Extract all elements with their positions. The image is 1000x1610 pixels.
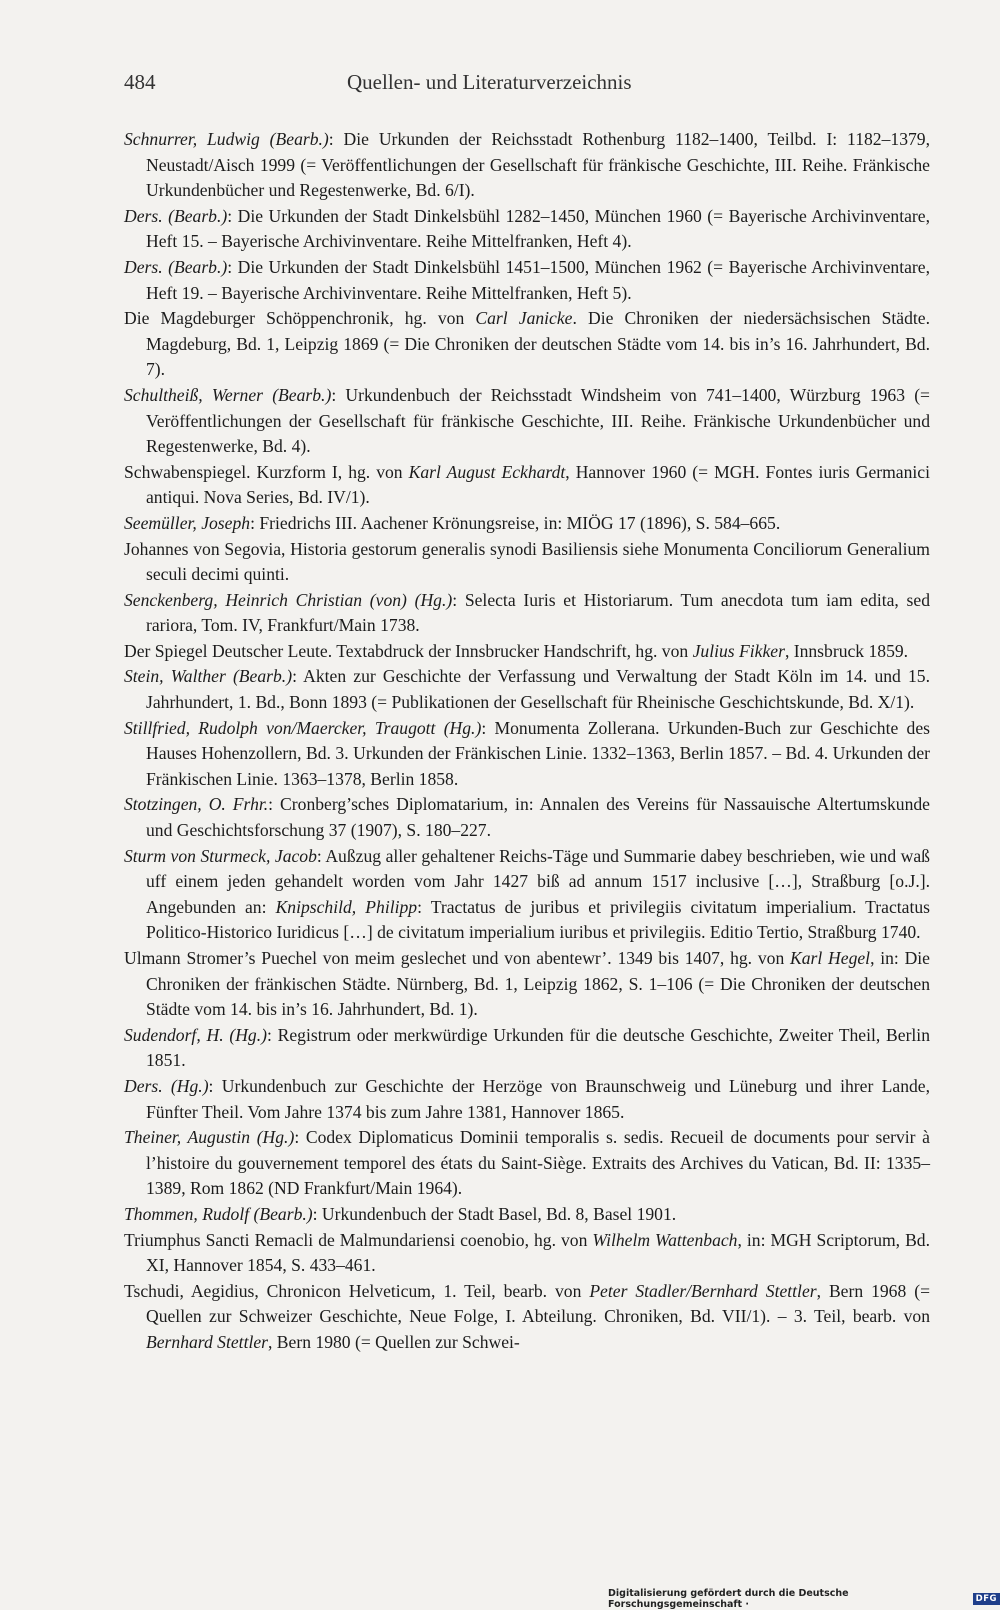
entry-author-italic: Carl Janicke — [475, 308, 573, 329]
bibliography-entry — [124, 383, 930, 460]
bibliography-entry — [124, 588, 930, 639]
entry-text: , in: Die Chroniken der fränkischen Städte. Nürnberg, Bd. 1, Leipzig 1862, S. 1–106 (= Die Chroniken der deutschen Städte vom 14. bis in’s 16. Jahrhundert, Bd. 1). — [146, 948, 930, 1020]
entry-author-italic: Thommen, Rudolf (Bearb.) — [124, 1203, 313, 1224]
entry-text: : Friedrichs III. Aachener Krönungsreise, in: MIÖG 17 (1896), S. 584–665. — [250, 512, 781, 533]
entry-author-italic: Ders. (Bearb.) — [124, 205, 228, 226]
bibliography-list — [124, 127, 930, 1356]
entry-text: : Außzug aller gehaltener Reichs-Täge und Summarie dabey beschrieben, wie und waß uff einem jeden gehandelt worden vom Jahr 1427 biß ad annum 1517 inclusive […], Straßburg [o.J.]. Angebunden an: — [146, 845, 930, 917]
bibliography-entry — [124, 204, 930, 255]
entry-text: , Innsbruck 1859. — [784, 640, 909, 661]
bibliography-entry — [124, 946, 930, 1023]
footer-text: Digitalisierung gefördert durch die Deutsche Forschungsgemeinschaft · — [608, 1588, 849, 1610]
entry-author-italic: Sudendorf, H. (Hg.) — [124, 1024, 267, 1045]
entry-text: Schwabenspiegel. Kurzform I, hg. von — [124, 461, 409, 482]
entry-text: : Selecta Iuris et Historiarum. Tum anecdota tum iam edita, sed rariora, Tom. IV, Frankfurt/Main 1738. — [146, 589, 930, 636]
bibliography-entry — [124, 537, 930, 588]
entry-author-italic: Ders. (Bearb.) — [124, 256, 228, 277]
entry-author-italic: Stotzingen, O. Frhr. — [124, 794, 269, 815]
digitization-footer — [608, 1588, 1000, 1610]
entry-author-italic: Schnurrer, Ludwig (Bearb.) — [124, 129, 329, 149]
bibliography-entry — [124, 255, 930, 306]
entry-author-italic: Karl August Eckhardt — [408, 461, 566, 482]
entry-author-italic: Stillfried, Rudolph von/Maercker, Traugott (Hg.) — [124, 717, 482, 738]
bibliography-entry — [124, 460, 930, 511]
dfg-logo-icon: DFG — [973, 1593, 1000, 1605]
entry-author-italic: Theiner, Augustin (Hg.) — [124, 1127, 295, 1148]
entry-text: : Tractatus de juribus et privilegiis civitatum imperialium. Tractatus Politico-Historico Iuridicus […] de civitatum imperialium iuribus et privilegiis. Editio Tertio, Straßburg 1740. — [146, 896, 931, 943]
bibliography-entry — [124, 1023, 930, 1074]
entry-text: : Akten zur Geschichte der Verfassung und Verwaltung der Stadt Köln im 14. und 15. Jahrhundert, 1. Bd., Bonn 1893 (= Publikationen der Gesellschaft für Rheinische Geschichtskunde, Bd. X/1). — [146, 666, 930, 713]
bibliography-entry — [124, 716, 930, 793]
bibliography-entry — [124, 511, 930, 537]
entry-author-italic: Wilhelm Wattenbach — [592, 1229, 738, 1250]
entry-text: , Bern 1980 (= Quellen zur Schwei- — [268, 1331, 520, 1352]
entry-text: : Codex Diplomaticus Dominii temporalis s. sedis. Recueil de documents pour servir à l’histoire du gouvernement temporel des états du Saint-Siège. Extraits des Archives du Vatican, Bd. II: 1335–1389, Rom 1862 (ND Frankfurt/Main 1964). — [146, 1127, 930, 1199]
entry-text: : Urkundenbuch zur Geschichte der Herzöge von Braunschweig und Lüneburg und ihrer Lande, Fünfter Theil. Vom Jahre 1374 bis zum Jahre 1381, Hannover 1865. — [146, 1075, 930, 1122]
entry-text: : Urkundenbuch der Stadt Basel, Bd. 8, Basel 1901. — [312, 1203, 677, 1224]
running-title: Quellen- und Literaturverzeichnis — [347, 70, 632, 94]
entry-author-italic: Seemüller, Joseph — [124, 512, 251, 533]
entry-text: Johannes von Segovia, Historia gestorum generalis synodi Basiliensis siehe Monumenta Conciliorum Generalium seculi decimi quinti. — [124, 538, 930, 585]
bibliography-entry — [124, 1074, 930, 1125]
entry-text: Die Magdeburger Schöppenchronik, hg. von — [124, 308, 476, 329]
entry-text: : Urkundenbuch der Reichsstadt Windsheim von 741–1400, Würzburg 1963 (= Veröffentlichungen der Gesellschaft für fränkische Geschichte, III. Reihe. Fränkische Urkundenbücher und Regestenwerke, Bd. 4). — [146, 384, 930, 457]
page-header — [124, 70, 944, 102]
entry-text: : Die Urkunden der Reichsstadt Rothenburg 1182–1400, Teilbd. I: 1182–1379, Neustadt/Aisch 1999 (= Veröffentlichungen der Gesellschaft für fränkische Geschichte, III. Reihe. Fränkische Urkundenbücher und Regestenwerke, Bd. 6/I). — [146, 129, 930, 201]
entry-author-italic: Stein, Walther (Bearb.) — [124, 666, 293, 687]
entry-author-italic: Schultheiß, Werner (Bearb.) — [124, 384, 332, 405]
entry-author-italic: Karl Hegel — [790, 948, 871, 968]
entry-text: : Monumenta Zollerana. Urkunden-Buch zur Geschichte des Hauses Hohenzollern, Bd. 3. Urkunden der Fränkischen Linie. 1332–1363, Berlin 1857. – Bd. 4. Urkunden der Fränkischen Linie. 1363–1378, Berlin 1858. — [146, 717, 930, 789]
entry-text: Ulmann Stromer’s Puechel von meim geslechet und von abentewr’. 1349 bis 1407, hg. von — [124, 948, 791, 968]
entry-author-italic: Ders. (Hg.) — [124, 1075, 209, 1096]
bibliography-entry — [124, 1125, 930, 1202]
entry-text: , in: MGH Scriptorum, Bd. XI, Hannover 1854, S. 433–461. — [146, 1229, 931, 1276]
bibliography-entry — [124, 1228, 930, 1279]
entry-text: . Die Chroniken der niedersächsischen Städte. Magdeburg, Bd. 1, Leipzig 1869 (= Die Chroniken der deutschen Städte vom 14. bis in’s 16. Jahrhundert, Bd. 7). — [146, 308, 931, 380]
entry-author-italic: Senckenberg, Heinrich Christian (von) (Hg.) — [124, 589, 453, 610]
entry-text: : Cronberg’sches Diplomatarium, in: Annalen des Vereins für Nassauische Altertumskunde und Geschichtsforschung 37 (1907), S. 180–227. — [146, 794, 930, 841]
bibliography-entry — [124, 306, 930, 383]
entry-author-italic: Bernhard Stettler — [146, 1331, 268, 1352]
bibliography-entry — [124, 664, 930, 715]
entry-author-italic: Sturm von Sturmeck, Jacob — [124, 845, 317, 866]
bibliography-entry — [124, 792, 930, 843]
bibliography-entry — [124, 1202, 930, 1228]
entry-author-italic: Peter Stadler/Bernhard Stettler — [589, 1280, 817, 1301]
entry-text: Tschudi, Aegidius, Chronicon Helveticum, 1. Teil, bearb. von — [124, 1280, 590, 1301]
entry-text: Der Spiegel Deutscher Leute. Textabdruck der Innsbrucker Handschrift, hg. von — [124, 640, 693, 661]
entry-text: : Die Urkunden der Stadt Dinkelsbühl 1451–1500, München 1962 (= Bayerische Archivinventare, Heft 19. – Bayerische Archivinventare. Reihe Mittelfranken, Heft 5). — [146, 256, 930, 303]
bibliography-entry — [124, 127, 930, 204]
bibliography-entry — [124, 1279, 930, 1356]
page-number: 484 — [124, 70, 156, 94]
entry-text: : Registrum oder merkwürdige Urkunden für die deutsche Geschichte, Zweiter Theil, Berlin 1851. — [146, 1024, 930, 1071]
entry-text: : Die Urkunden der Stadt Dinkelsbühl 1282–1450, München 1960 (= Bayerische Archivinventare, Heft 15. – Bayerische Archivinventare. Reihe Mittelfranken, Heft 4). — [146, 205, 930, 252]
entry-author-italic: Julius Fikker — [692, 640, 785, 661]
bibliography-entry — [124, 639, 930, 665]
entry-text: Triumphus Sancti Remacli de Malmundariensi coenobio, hg. von — [124, 1229, 593, 1250]
entry-author-italic: Knipschild, Philipp — [275, 896, 418, 917]
entry-text: , Bern 1968 (= Quellen zur Schweizer Geschichte, Neue Folge, I. Abteilung. Chroniken, Bd. VII/1). – 3. Teil, bearb. von — [146, 1280, 930, 1327]
entry-text: , Hannover 1960 (= MGH. Fontes iuris Germanici antiqui. Nova Series, Bd. IV/1). — [146, 461, 931, 508]
bibliography-entry — [124, 844, 930, 946]
